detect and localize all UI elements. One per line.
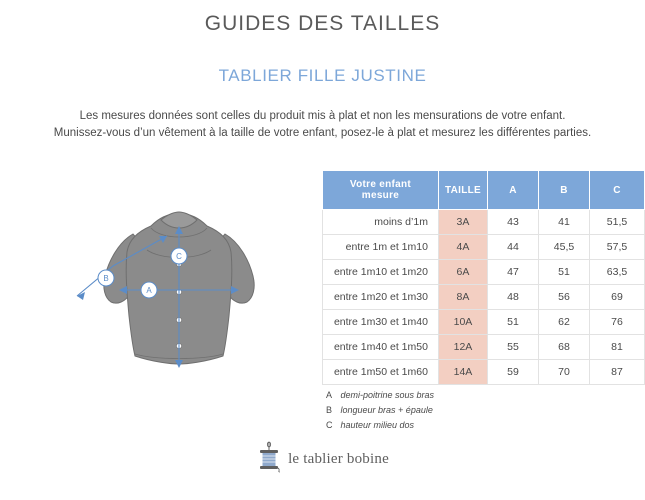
- legend-desc: longueur bras + épaule: [340, 405, 433, 415]
- cell-b: 41: [539, 210, 590, 235]
- table-row: [323, 235, 645, 260]
- cell-mesure: entre 1m40 et 1m50: [323, 335, 439, 360]
- header-b: B: [539, 171, 590, 210]
- cell-c: 63,5: [590, 260, 645, 285]
- cell-c: 76: [590, 310, 645, 335]
- cell-c: 87: [590, 360, 645, 385]
- cell-taille: 3A: [438, 210, 487, 235]
- cell-b: 45,5: [539, 235, 590, 260]
- thread-spool-icon: [256, 441, 282, 478]
- header-c: C: [590, 171, 645, 210]
- legend-desc: hauteur milieu dos: [340, 420, 415, 430]
- cell-taille: 4A: [438, 235, 487, 260]
- cell-b: 70: [539, 360, 590, 385]
- intro-line-1: Les mesures données sont celles du produit mis à plat et non les mensurations de votre enfant.: [79, 110, 566, 122]
- cell-taille: 6A: [438, 260, 487, 285]
- cell-a: 55: [488, 335, 539, 360]
- cell-mesure: entre 1m10 et 1m20: [323, 260, 439, 285]
- cell-mesure: entre 1m30 et 1m40: [323, 310, 439, 335]
- cell-b: 51: [539, 260, 590, 285]
- cell-c: 81: [590, 335, 645, 360]
- table-row: [323, 335, 645, 360]
- product-title: TABLIER FILLE JUSTINE: [218, 66, 427, 85]
- brand-logo: [256, 441, 389, 478]
- legend: [326, 388, 434, 433]
- cell-taille: 10A: [438, 310, 487, 335]
- callout-b-label: B: [103, 274, 109, 283]
- callout-a-label: A: [146, 286, 152, 295]
- legend-letter: C: [326, 420, 333, 430]
- table-row: [323, 285, 645, 310]
- legend-letter: A: [326, 390, 333, 400]
- callout-c-label: C: [176, 252, 182, 261]
- footer: [0, 441, 645, 478]
- size-table: [322, 170, 645, 385]
- page-title: GUIDES DES TAILLES: [204, 12, 441, 35]
- cell-c: 57,5: [590, 235, 645, 260]
- intro-text: [0, 86, 645, 142]
- intro-line-2: Munissez-vous d’un vêtement à la taille de votre enfant, posez-le à plat et mesurez les différentes parties.: [53, 127, 592, 139]
- cell-a: 43: [488, 210, 539, 235]
- header-mesure: Votre enfant mesure: [323, 171, 439, 210]
- cell-mesure: moins d’1m: [323, 210, 439, 235]
- cell-taille: 12A: [438, 335, 487, 360]
- cell-b: 68: [539, 335, 590, 360]
- table-row: [323, 360, 645, 385]
- cell-a: 47: [488, 260, 539, 285]
- cell-mesure: entre 1m20 et 1m30: [323, 285, 439, 310]
- cell-taille: 8A: [438, 285, 487, 310]
- cell-a: 44: [488, 235, 539, 260]
- cell-mesure: entre 1m50 et 1m60: [323, 360, 439, 385]
- legend-item: [326, 418, 434, 433]
- table-row: [323, 310, 645, 335]
- legend-item: [326, 403, 434, 418]
- legend-item: [326, 388, 434, 403]
- garment-illustration: [55, 168, 295, 398]
- size-table-wrapper: [322, 170, 645, 385]
- cell-b: 62: [539, 310, 590, 335]
- legend-letter: B: [326, 405, 333, 415]
- cell-a: 59: [488, 360, 539, 385]
- cell-a: 51: [488, 310, 539, 335]
- table-header-row: [323, 171, 645, 210]
- cell-taille: 14A: [438, 360, 487, 385]
- legend-desc: demi-poitrine sous bras: [340, 390, 435, 400]
- brand-name: le tablier bobine: [288, 451, 389, 467]
- cell-c: 69: [590, 285, 645, 310]
- cell-mesure: entre 1m et 1m10: [323, 235, 439, 260]
- table-row: [323, 210, 645, 235]
- content-area: [0, 160, 645, 430]
- cell-c: 51,5: [590, 210, 645, 235]
- cell-b: 56: [539, 285, 590, 310]
- header-taille: TAILLE: [438, 171, 487, 210]
- cell-a: 48: [488, 285, 539, 310]
- table-row: [323, 260, 645, 285]
- header-a: A: [488, 171, 539, 210]
